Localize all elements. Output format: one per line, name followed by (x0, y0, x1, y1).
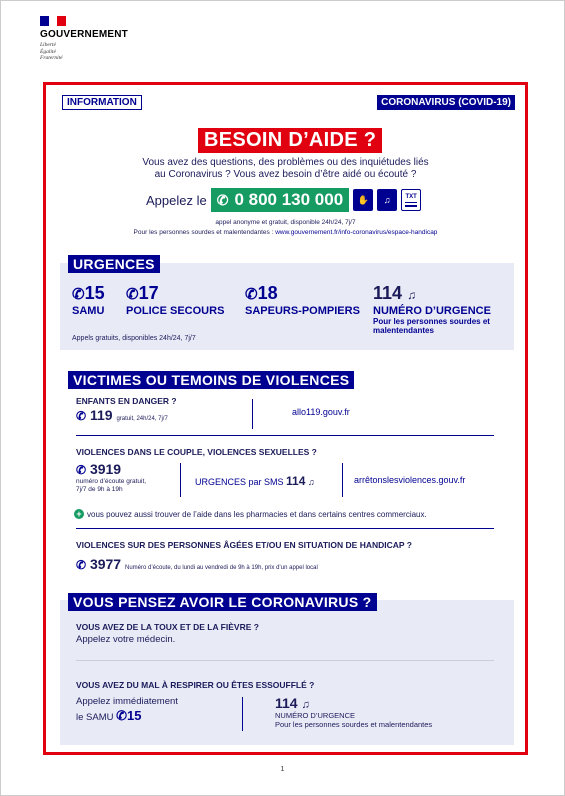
plus-icon: + (74, 509, 84, 519)
arretons-link[interactable]: arrêtonslesviolences.gouv.fr (354, 475, 466, 485)
phone-icon: ✆ (126, 286, 139, 303)
enfants-number[interactable]: ✆ 119 gratuit, 24h/24, 7j/7 (76, 407, 168, 423)
besoin-aide-title: BESOIN D’AIDE ? (198, 128, 382, 153)
coronavirus-title: VOUS PENSEZ AVOIR LE CORONAVIRUS ? (68, 593, 377, 611)
page-number: 1 (280, 766, 285, 773)
helpline-note: appel anonyme et gratuit, disponible 24h/24, 7j/7 (215, 219, 356, 226)
pharmacy-note: + vous pouvez aussi trouver de l’aide dans les pharmacies et dans certains centres commerciaux. (74, 509, 427, 519)
french-flag-icon (40, 16, 66, 26)
sms-urgence[interactable]: URGENCES par SMS 114 ♫ (195, 474, 315, 488)
helpline-number[interactable]: ✆ 0 800 130 000 (211, 188, 349, 212)
respirer-question: VOUS AVEZ DU MAL À RESPIRER OU ÊTES ESSOUFFLÉ ? (76, 680, 315, 690)
divider (76, 435, 494, 436)
ages-number[interactable]: ✆ 3977 Numéro d’écoute, du lundi au vendredi de 9h à 19h, prix d’un appel local (76, 556, 318, 572)
ages-head: VIOLENCES SUR DES PERSONNES ÂGÉES ET/OU EN SITUATION DE HANDICAP ? (76, 540, 412, 550)
deaf-icon: ♫ (407, 288, 417, 302)
call-row (146, 188, 421, 212)
allo119-link[interactable]: allo119.gouv.fr (292, 407, 350, 417)
phone-icon: ✆ (76, 463, 87, 477)
phone-icon: ✆ (116, 708, 128, 723)
urgence-114-box[interactable]: 114 ♫ NUMÉRO D’URGENCE Pour les personnes sourdes et malentendantes (275, 695, 433, 729)
urgences-title: URGENCES (68, 255, 160, 273)
txt-icon: TXT (401, 189, 421, 211)
couple-head: VIOLENCES DANS LE COUPLE, VIOLENCES SEXUELLES ? (76, 447, 317, 457)
couple-number[interactable]: ✆ 3919 (76, 461, 122, 477)
call-label: Appelez le (146, 192, 207, 208)
urgence-samu[interactable]: ✆15 SAMU (72, 283, 105, 317)
deaf-icon: ♫ (307, 477, 315, 487)
respirer-answer: Appelez immédiatement le SAMU ✆15 (76, 696, 178, 723)
divider (252, 399, 253, 429)
deaf-icon: ♫ (377, 189, 397, 211)
government-name: GOUVERNEMENT (40, 29, 128, 40)
phone-icon: ✆ (76, 558, 87, 572)
deaf-note: Pour les personnes sourdes et malentendantes : www.gouvernement.fr/info-coronavirus/espace-handicap (133, 229, 438, 236)
deaf-icon: ♫ (301, 699, 310, 711)
divider (180, 463, 181, 497)
phone-icon: ✆ (72, 286, 85, 303)
government-logo (40, 16, 128, 62)
toux-question: VOUS AVEZ DE LA TOUX ET DE LA FIÈVRE ? (76, 622, 259, 632)
phone-icon: ✆ (216, 191, 229, 208)
motto: Liberté Égalité Fraternité (40, 42, 63, 61)
divider (342, 463, 343, 497)
besoin-aide-text: Vous avez des questions, des problèmes ou des inquiétudes liés au Coronavirus ? Vous avez besoin d’être aidé ou écouté ? (142, 157, 429, 180)
samu-call[interactable]: ✆15 (116, 708, 142, 723)
enfants-head: ENFANTS EN DANGER ? (76, 396, 177, 406)
phone-icon: ✆ (245, 286, 258, 303)
handicap-link[interactable]: www.gouvernement.fr/info-coronavirus/espace-handicap (275, 229, 438, 236)
poster-frame (43, 82, 528, 755)
information-tag: INFORMATION (62, 95, 142, 110)
violences-title: VICTIMES OU TEMOINS DE VIOLENCES (68, 371, 354, 389)
couple-note: numéro d’écoute gratuit, 7j/7 de 9h à 19h (76, 478, 147, 493)
covid-tag: CORONAVIRUS (COVID-19) (377, 95, 515, 110)
divider (76, 528, 494, 529)
sign-language-icon: ✋ (353, 189, 373, 211)
divider (76, 660, 494, 661)
urgence-114[interactable]: 114 ♫ NUMÉRO D’URGENCE Pour les personnes sourdes et malentendantes (373, 283, 491, 335)
urgence-police[interactable]: ✆17 POLICE SECOURS (126, 283, 225, 317)
phone-icon: ✆ (76, 409, 87, 423)
urgence-pompiers[interactable]: ✆18 SAPEURS-POMPIERS (245, 283, 360, 317)
toux-answer: Appelez votre médecin. (76, 634, 176, 645)
divider (242, 697, 243, 731)
urgences-footer: Appels gratuits, disponibles 24h/24, 7j/7 (72, 335, 196, 342)
